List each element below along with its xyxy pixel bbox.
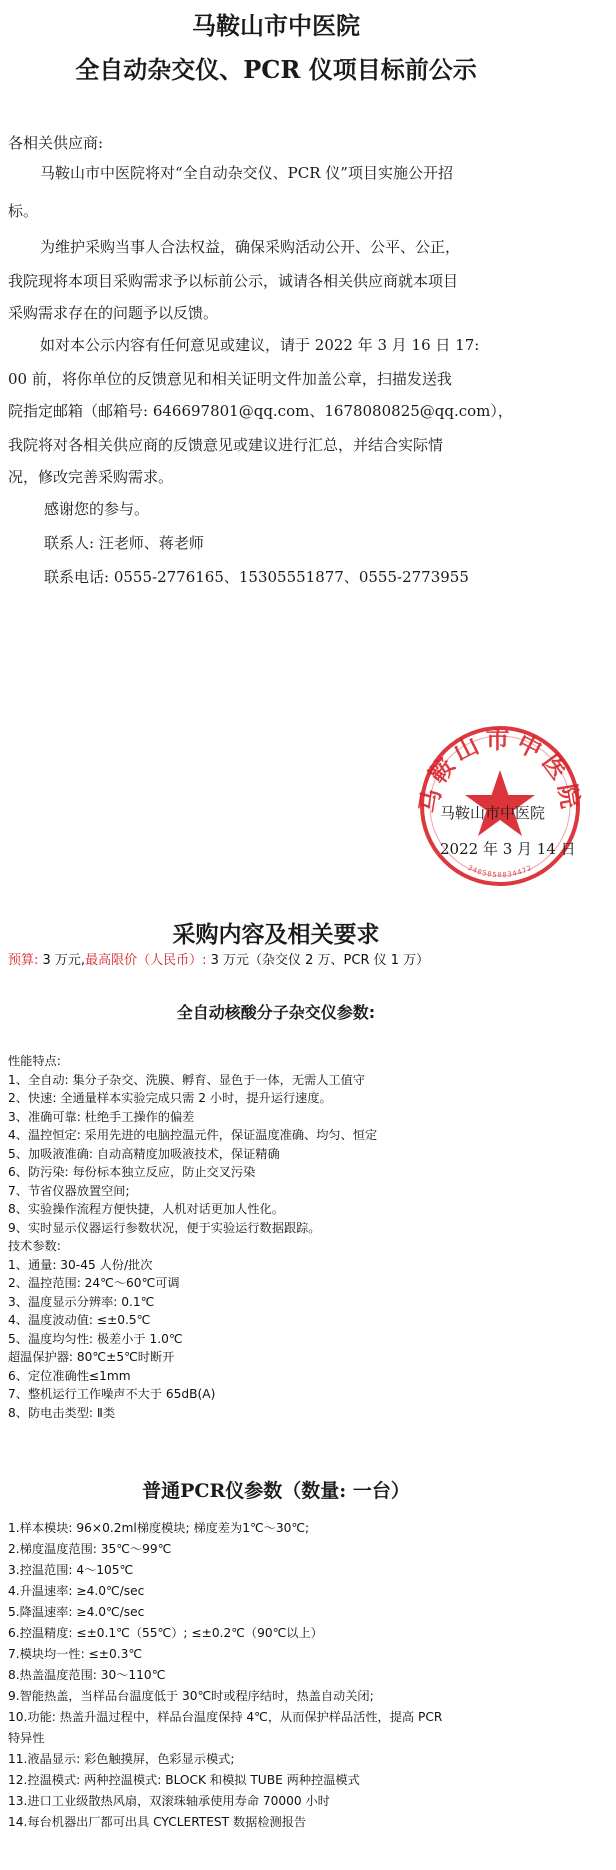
spec-line: 9、实时显示仪器运行参数状况，便于实验运行数据跟踪。 (8, 1220, 321, 1235)
budget-line (8, 952, 588, 971)
page-title-line1: 马鞍山市中医院 (192, 11, 360, 40)
spec-line: 4、温控恒定: 采用先进的电脑控温元件，保证温度准确、均匀、恒定 (8, 1128, 378, 1142)
spec-line: 5、加吸液准确: 自动高精度加吸液技术，保证精确 (8, 1146, 280, 1161)
contact-person: 联系人: 汪老师、蒋老师 (44, 534, 204, 552)
stamp-date: 2022 年 3 月 14 日 (440, 840, 576, 858)
hybridization-heading: 全自动核酸分子杂交仪参数: (176, 1003, 376, 1022)
spec-line: 1.样本模块: 96×0.2ml梯度模块; 梯度差为1℃～30℃; (8, 1521, 310, 1535)
thanks-line: 感谢您的参与。 (44, 500, 150, 518)
budget-value: 3 万元, (38, 953, 86, 968)
budget-label: 预算: (8, 953, 39, 968)
spec-line: 11.液晶显示: 彩色触摸屏，色彩显示模式; (8, 1752, 235, 1766)
spec-line: 1、通量: 30-45 人份/批次 (8, 1257, 153, 1272)
spec-line: 7、整机运行工作噪声不大于 65dB(A) (8, 1387, 216, 1401)
spec-line: 8、防电击类型: Ⅱ类 (8, 1405, 116, 1420)
paragraph-3-line-4: 我院将对各相关供应商的反馈意见或建议进行汇总，并结合实际情 (8, 436, 444, 454)
spec-line: 性能特点: (8, 1054, 61, 1068)
spec-line: 3、温度显示分辨率: 0.1℃ (8, 1294, 155, 1309)
requirements-heading: 采购内容及相关要求 (172, 921, 380, 948)
spec-line: 12.控温模式: 两种控温模式: BLOCK 和模拟 TUBE 两种控温模式 (8, 1773, 360, 1787)
spec-line: 7、节省仪器放置空间; (8, 1183, 130, 1198)
pcr-heading: 普通PCR仪参数（数量: 一台） (142, 1480, 410, 1502)
paragraph-2-line-3: 采购需求存在的问题予以反馈。 (8, 304, 219, 322)
spec-line: 5、温度均匀性: 极差小于 1.0℃ (8, 1331, 183, 1346)
paragraph-2-line-2: 我院现将本项目采购需求予以标前公示，诚请各相关供应商就本项目 (8, 272, 459, 290)
spec-line: 3、准确可靠: 杜绝手工操作的偏差 (8, 1109, 195, 1124)
spec-line: 6、防污染: 每份标本独立反应，防止交叉污染 (8, 1165, 256, 1179)
spec-line: 2、温控范围: 24℃～60℃可调 (8, 1276, 180, 1290)
price-limit-label: 最高限价（人民币）: (85, 953, 207, 968)
spec-line: 8、实验操作流程方便快捷，人机对话更加人性化。 (8, 1202, 284, 1216)
page-title-line2: 全自动杂交仪、PCR 仪项目标前公示 (75, 55, 477, 84)
spec-line: 4、温度波动值: ≤±0.5℃ (8, 1313, 151, 1327)
spec-line: 5.降温速率: ≥4.0℃/sec (8, 1605, 145, 1619)
paragraph-2-line-1: 为维护采购当事人合法权益，确保采购活动公开、公平、公正， (40, 238, 461, 256)
salutation: 各相关供应商: (8, 134, 104, 152)
spec-line: 3.控温范围: 4～105℃ (8, 1563, 134, 1577)
spec-line: 8.热盖温度范围: 30～110℃ (8, 1668, 166, 1682)
stamp-organization: 马鞍山市中医院 (440, 804, 546, 822)
hybridization-specs (8, 1052, 588, 1422)
seal-text: 鞍山市中医 (422, 725, 578, 789)
seal-number: 3405050034472 (466, 863, 534, 880)
spec-line: 技术参数: (8, 1239, 61, 1253)
spec-line: 9.智能热盖，当样品台温度低于 30℃时或程序结时，热盖自动关闭; (8, 1689, 374, 1703)
paragraph-1-line-2: 标。 (8, 202, 39, 220)
spec-line: 6、定位准确性≤1mm (8, 1368, 131, 1383)
paragraph-3-line-1: 如对本公示内容有任何意见或建议，请于 2022 年 3 月 16 日 17: (40, 336, 480, 354)
spec-line: 13.进口工业级散热风扇，双滚珠轴承使用寿命 70000 小时 (8, 1794, 330, 1808)
spec-line: 2、快速: 全通量样本实验完成只需 2 小时，提升运行速度。 (8, 1091, 332, 1105)
pcr-specs (8, 1518, 588, 1833)
spec-line: 超温保护器: 80℃±5℃时断开 (8, 1350, 175, 1364)
svg-text:3405050034472 (466, 864, 533, 879)
price-limit-value: 3 万元（杂交仪 2 万、PCR 仪 1 万） (206, 953, 430, 968)
paragraph-1-line-1: 马鞍山市中医院将对“全自动杂交仪、PCR 仪”项目实施公开招 (40, 164, 453, 182)
spec-line: 4.升温速率: ≥4.0℃/sec (8, 1584, 145, 1598)
spec-line: 1、全自动: 集分子杂交、洗膜、孵育、显色于一体，无需人工值守 (8, 1072, 365, 1087)
spec-line: 2.梯度温度范围: 35℃～99℃ (8, 1542, 172, 1556)
spec-line: 10.功能: 热盖升温过程中，样品台温度保持 4℃，从而保护样品活性，提高 PCR (8, 1710, 443, 1724)
contact-phone: 联系电话: 0555-2776165、15305551877、0555-2773955 (44, 568, 469, 586)
paragraph-3-line-2: 00 前，将你单位的反馈意见和相关证明文件加盖公章，扫描发送我 (8, 370, 452, 388)
paragraph-3-line-5: 况，修改完善采购需求。 (8, 468, 174, 486)
spec-line: 6.控温精度: ≤±0.1℃（55℃）; ≤±0.2℃（90℃以上） (8, 1626, 323, 1640)
spec-line: 7.模块均一性: ≤±0.3℃ (8, 1647, 143, 1661)
paragraph-3-line-3: 院指定邮箱（邮箱号: 646697801@qq.com、1678080825@qq.com）， (8, 402, 513, 420)
spec-line: 特异性 (8, 1731, 45, 1745)
spec-line: 14.每台机器出厂都可出具 CYCLERTEST 数据检测报告 (8, 1815, 307, 1829)
